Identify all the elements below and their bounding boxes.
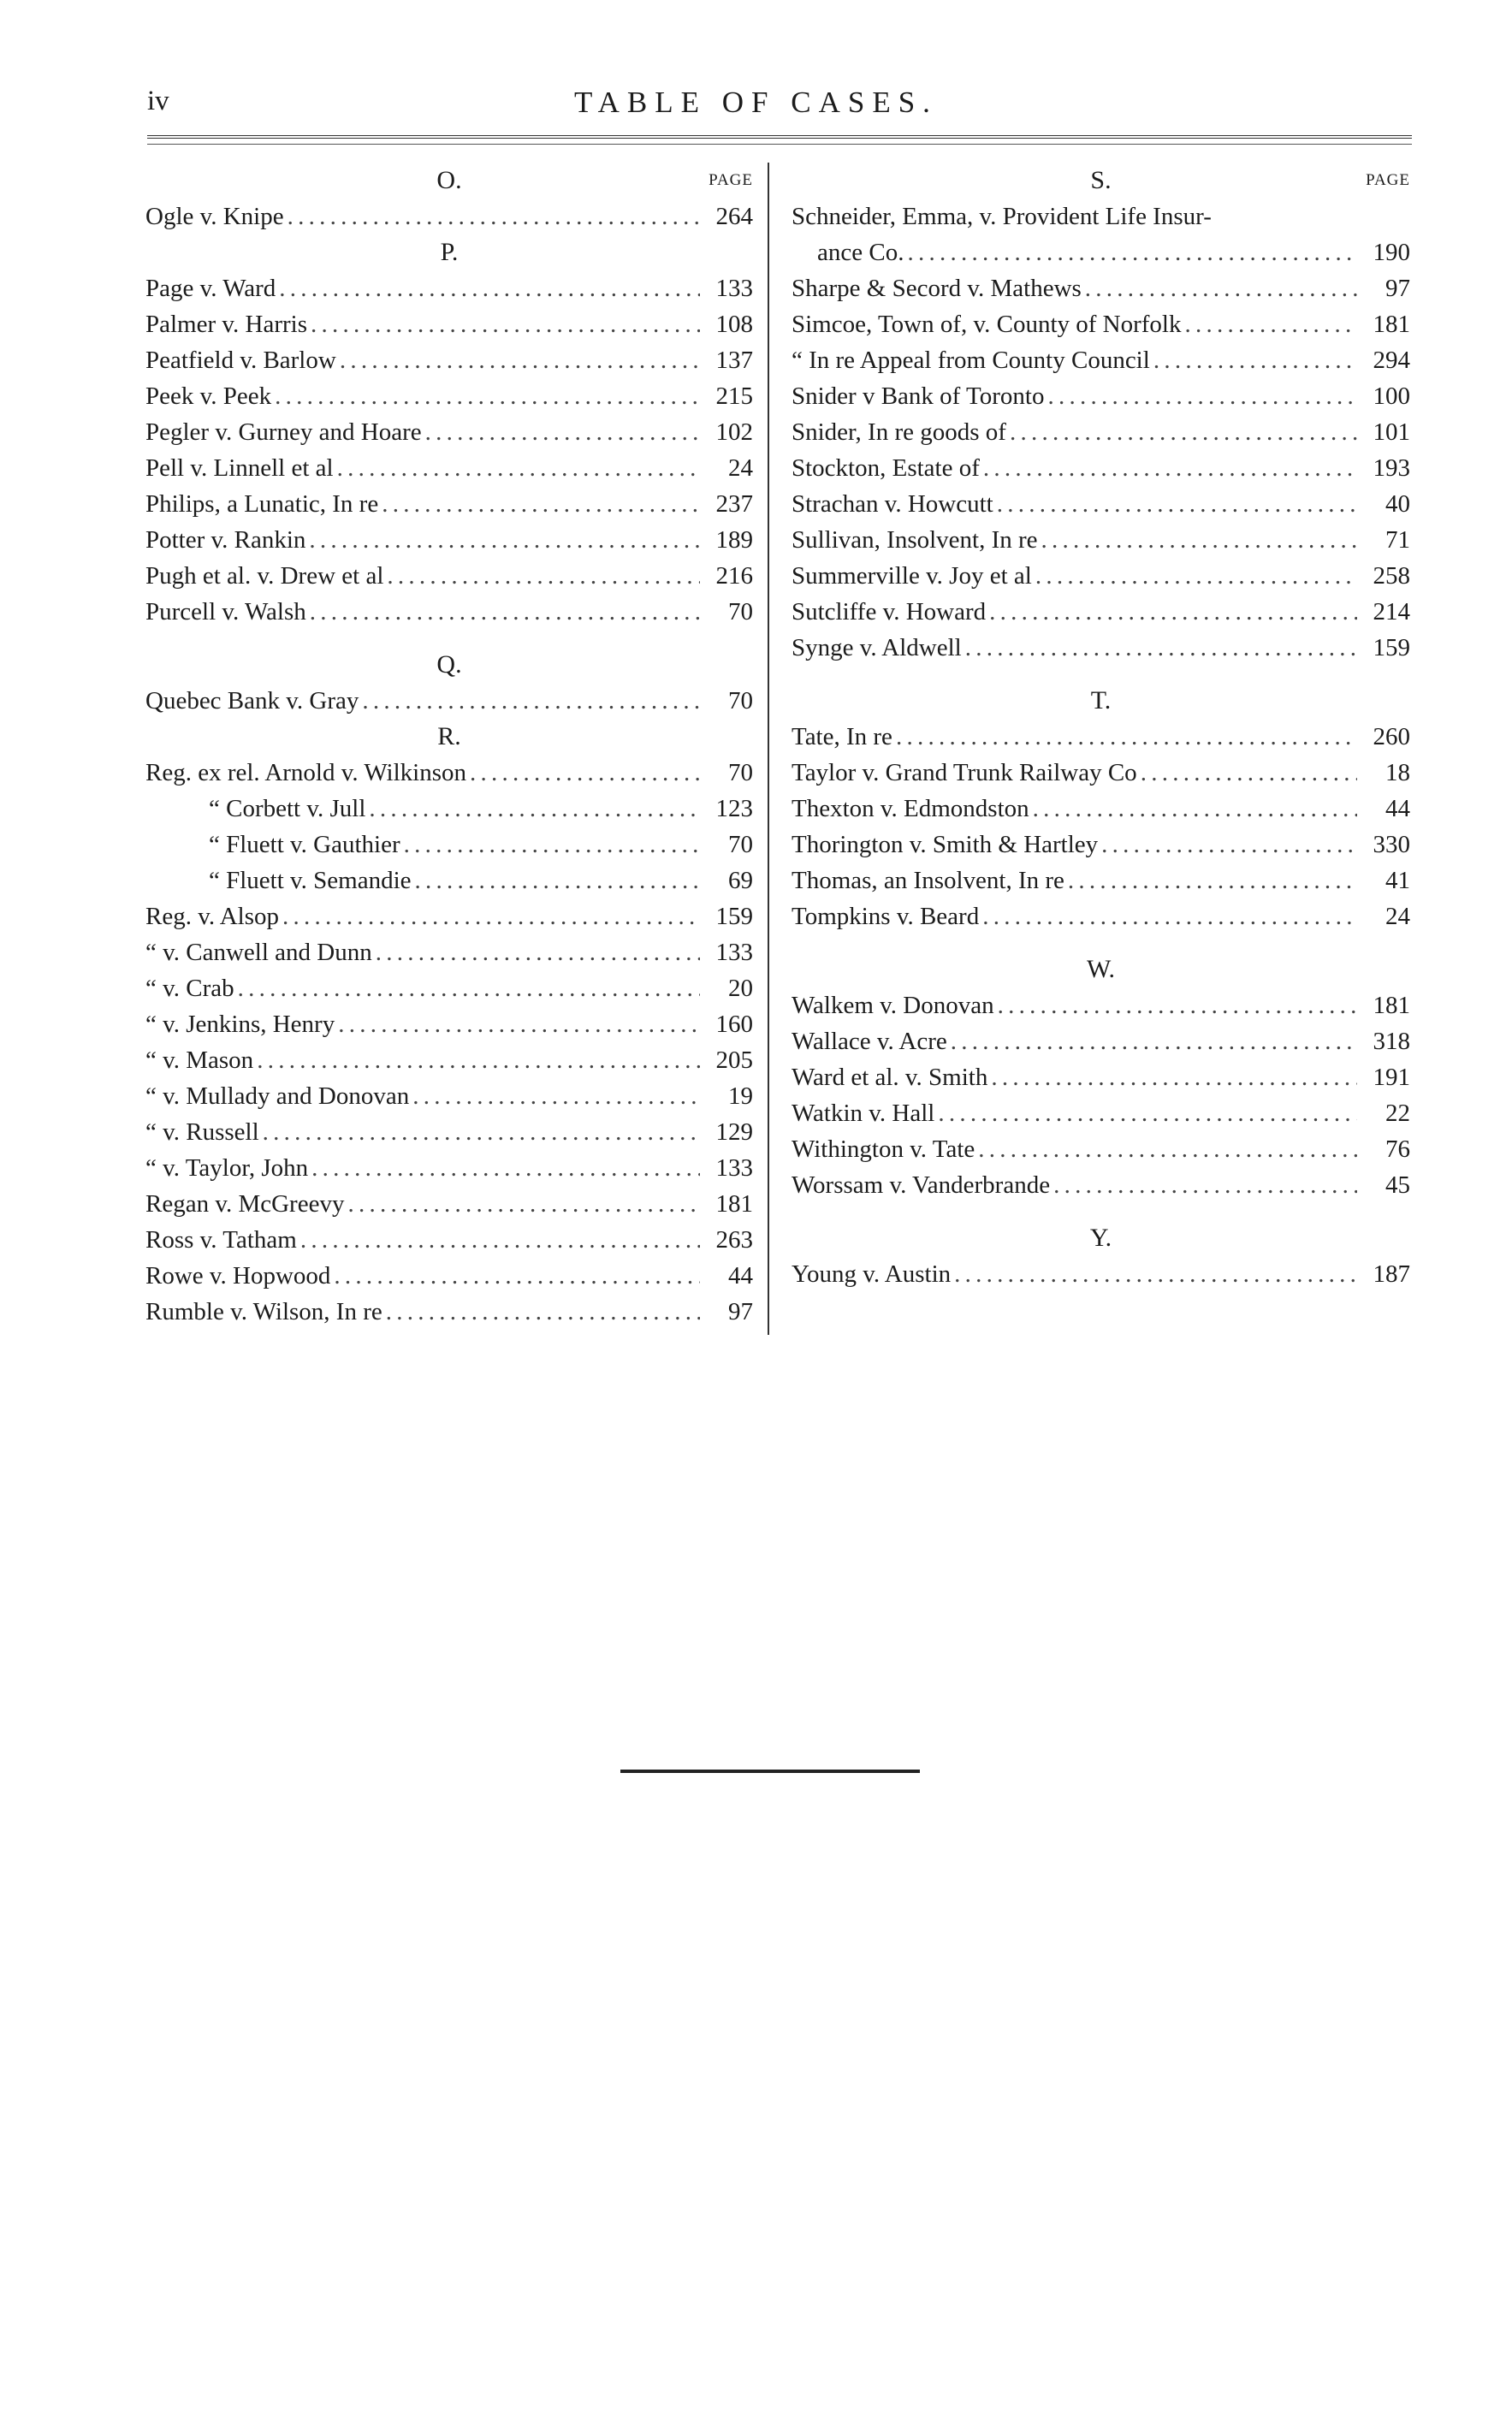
index-entry [792,1167,1410,1203]
index-entry [145,270,753,306]
leader-dots [311,306,700,342]
leader-dots [1041,522,1357,558]
page-ref: 187 [1373,1260,1410,1288]
page-ref: 70 [728,831,753,858]
index-entry [792,1095,1410,1131]
section-s-entries [792,270,1410,666]
section-heading-s [792,163,1410,199]
index-entry [792,342,1410,378]
leader-dots [309,522,700,558]
index-entry [792,306,1410,342]
index-entry [145,791,753,827]
page-ref: 294 [1373,347,1410,374]
header-rule-thin [147,144,1412,145]
index-entry [145,1222,753,1258]
index-entry [145,1006,753,1042]
page-ref: 70 [728,598,753,626]
case-name: “ In re Appeal from County Council [792,347,1150,374]
index-entry [145,755,753,791]
page-ref: 190 [1373,239,1410,266]
index-entry [145,863,753,898]
leader-dots [415,863,700,898]
index-entry [792,755,1410,791]
case-name: Walkem v. Donovan [792,992,994,1019]
section-heading-q [145,647,753,683]
index-entry [792,827,1410,863]
page-ref: 215 [715,382,753,410]
section-p-entries [145,270,753,630]
page-ref: 22 [1385,1100,1410,1127]
index-entry [145,486,753,522]
leader-dots [1047,378,1357,414]
section-heading-o [145,163,753,199]
case-name: Regan v. McGreevy [145,1190,345,1218]
index-entry [792,522,1410,558]
page-ref: 237 [715,490,753,518]
case-name: Worssam v. Vanderbrande [792,1171,1051,1199]
page-ref: 216 [715,562,753,590]
section-letter: O. [436,166,462,194]
section-letter: R. [437,722,461,750]
page-ref: 318 [1373,1028,1410,1055]
page-ref: 40 [1385,490,1410,518]
leader-dots [279,270,700,306]
page-ref: 123 [715,795,753,822]
index-entry [792,791,1410,827]
section-letter: T. [1090,686,1112,714]
case-name: Summerville v. Joy et al [792,562,1032,590]
leader-dots [362,683,700,719]
index-entry [145,1150,753,1186]
page-ref: 330 [1373,831,1410,858]
page-ref: 181 [1373,311,1410,338]
index-entry [145,1186,753,1222]
leader-dots [989,594,1357,630]
index-entry [145,522,753,558]
leader-dots [300,1222,700,1258]
page-ref: 76 [1385,1135,1410,1163]
case-name: Sutcliffe v. Howard [792,598,987,626]
index-entry [145,1258,753,1294]
index-entry [145,199,753,234]
page-ref: 97 [728,1298,753,1325]
page-ref: 258 [1373,562,1410,590]
page-ref: 133 [715,275,753,302]
leader-dots [938,1095,1357,1131]
section-heading-w [792,952,1410,987]
index-entry [792,987,1410,1023]
leader-dots [991,1059,1357,1095]
case-name: Snider v Bank of Toronto [792,382,1045,410]
page-ref: 44 [728,1262,753,1290]
case-name: Stockton, Estate of [792,454,980,482]
section-letter: P. [440,238,459,266]
column-divider [768,163,769,1335]
page-number: iv [147,86,169,116]
page-ref: 97 [1385,275,1410,302]
case-name: Ward et al. v. Smith [792,1064,988,1091]
leader-dots [347,1186,700,1222]
case-name: Sullivan, Insolvent, In re [792,526,1038,554]
leader-dots [288,199,700,234]
index-entry-first-line: Schneider, Emma, v. Provident Life Insur- [792,203,1212,230]
case-name: “ v. Canwell and Dunn [145,939,372,966]
leader-dots [1101,827,1357,863]
page-ref: 70 [728,687,753,714]
page-ref: 133 [715,939,753,966]
case-name: Wallace v. Acre [792,1028,947,1055]
leader-dots [412,1078,700,1114]
case-name: Peek v. Peek [145,382,272,410]
leader-dots [369,791,700,827]
case-name: “ v. Jenkins, Henry [145,1011,335,1038]
page-ref: 41 [1385,867,1410,894]
section-r-entries [145,755,753,1330]
case-name: Thorington v. Smith & Hartley [792,831,1099,858]
leader-dots [896,719,1357,755]
case-name: Young v. Austin [792,1260,952,1288]
page-ref: 181 [1373,992,1410,1019]
index-entry [145,683,753,719]
leader-dots [954,1256,1357,1292]
case-name: Rowe v. Hopwood [145,1262,331,1290]
case-name: Palmer v. Harris [145,311,307,338]
index-entry [792,719,1410,755]
index-entry [792,234,1410,270]
section-letter: W. [1086,955,1116,983]
page-ref: 108 [715,311,753,338]
index-entry [145,827,753,863]
case-name: Synge v. Aldwell [792,634,962,661]
index-entry [145,1042,753,1078]
page-ref: 264 [715,203,753,230]
page-title: TABLE OF CASES. [574,86,938,119]
leader-dots [404,827,700,863]
page-ref: 137 [715,347,753,374]
section-heading-t [792,683,1410,719]
leader-dots [997,486,1357,522]
case-name: Pugh et al. v. Drew et al [145,562,384,590]
case-name: Ross v. Tatham [145,1226,297,1254]
left-column [145,163,753,1330]
leader-dots [263,1114,700,1150]
page-column-label: PAGE [709,171,753,189]
page-ref: 18 [1385,759,1410,786]
index-entry [792,1256,1410,1292]
page-ref: 133 [715,1154,753,1182]
case-name: “ v. Mullady and Donovan [145,1082,410,1110]
leader-dots [998,987,1357,1023]
index-entry [792,863,1410,898]
leader-dots [340,342,700,378]
leader-dots [311,1150,700,1186]
index-entry [792,450,1410,486]
leader-dots [951,1023,1357,1059]
case-name: ance Co. [817,239,904,266]
index-entry [145,1078,753,1114]
case-name: “ Fluett v. Gauthier [209,831,400,858]
index-entry [792,414,1410,450]
page-ref: 24 [1385,903,1410,930]
case-name: Watkin v. Hall [792,1100,935,1127]
case-name: Tate, In re [792,723,892,750]
end-rule [620,1770,920,1773]
index-entry [145,378,753,414]
index-entry [145,594,753,630]
index-entry [792,898,1410,934]
index-entry [145,342,753,378]
index-entry [792,1059,1410,1095]
case-name: Strachan v. Howcutt [792,490,993,518]
case-name: “ Fluett v. Semandie [209,867,412,894]
leader-dots [1010,414,1357,450]
case-name: “ v. Taylor, John [145,1154,309,1182]
leader-dots [425,414,700,450]
index-entry [792,270,1410,306]
index-entry [792,594,1410,630]
case-name: Rumble v. Wilson, In re [145,1298,382,1325]
section-q-entries [145,683,753,719]
index-entry [792,630,1410,666]
leader-dots [1085,270,1357,306]
page-ref: 24 [728,454,753,482]
page-ref: 263 [715,1226,753,1254]
leader-dots [978,1131,1357,1167]
leader-dots [965,630,1357,666]
leader-dots [334,1258,700,1294]
page-ref: 44 [1385,795,1410,822]
page-column-label: PAGE [1366,171,1410,189]
page-ref: 205 [715,1046,753,1074]
index-entry [145,1114,753,1150]
page-ref: 19 [728,1082,753,1110]
index-entry [145,1294,753,1330]
case-name: Ogle v. Knipe [145,203,284,230]
index-entry [145,306,753,342]
leader-dots [257,1042,700,1078]
page-ref: 260 [1373,723,1410,750]
leader-dots [1035,558,1357,594]
leader-dots [282,898,700,934]
leader-dots [1068,863,1357,898]
index-entry [145,970,753,1006]
case-name: Potter v. Rankin [145,526,306,554]
case-name: “ Corbett v. Jull [209,795,366,822]
case-name: Reg. ex rel. Arnold v. Wilkinson [145,759,466,786]
section-letter: Q. [436,650,462,679]
leader-dots [386,1294,700,1330]
index-entry [145,898,753,934]
page-ref: 101 [1373,418,1410,446]
case-name: Page v. Ward [145,275,276,302]
page-ref: 193 [1373,454,1410,482]
page-ref: 159 [1373,634,1410,661]
index-entry [792,558,1410,594]
case-name: “ v. Crab [145,975,234,1002]
case-name: Philips, a Lunatic, In re [145,490,379,518]
section-letter: S. [1090,166,1112,194]
leader-dots [1141,755,1357,791]
section-heading-y [792,1220,1410,1256]
page-ref: 69 [728,867,753,894]
section-t-entries [792,719,1410,934]
case-name: Quebec Bank v. Gray [145,687,359,714]
index-entry [792,1131,1410,1167]
index-entry [145,450,753,486]
leader-dots [376,934,700,970]
case-name: Thexton v. Edmondston [792,795,1029,822]
leader-dots [310,594,700,630]
leader-dots [387,558,700,594]
page-ref: 100 [1373,382,1410,410]
page-ref: 20 [728,975,753,1002]
page-ref: 102 [715,418,753,446]
section-heading-p [145,234,753,270]
leader-dots [382,486,700,522]
page-ref: 45 [1385,1171,1410,1199]
case-name: “ v. Russell [145,1118,259,1146]
index-entry [792,378,1410,414]
page-ref: 181 [715,1190,753,1218]
section-w-entries [792,987,1410,1203]
page-ref: 159 [715,903,753,930]
case-name: Snider, In re goods of [792,418,1006,446]
case-name: Sharpe & Secord v. Mathews [792,275,1082,302]
leader-dots [275,378,700,414]
index-entry [145,934,753,970]
page-ref: 70 [728,759,753,786]
leader-dots [338,1006,700,1042]
header-rule [147,135,1412,139]
case-name: Withington v. Tate [792,1135,975,1163]
page-ref: 71 [1385,526,1410,554]
case-name: Pegler v. Gurney and Hoare [145,418,422,446]
case-name: Tompkins v. Beard [792,903,980,930]
page-ref: 191 [1373,1064,1410,1091]
leader-dots [982,898,1357,934]
index-entry [145,414,753,450]
leader-dots [470,755,700,791]
case-name: Purcell v. Walsh [145,598,306,626]
page-ref: 189 [715,526,753,554]
case-name: Thomas, an Insolvent, In re [792,867,1064,894]
case-name: Reg. v. Alsop [145,903,280,930]
index-entry [792,486,1410,522]
case-name: Pell v. Linnell et al [145,454,334,482]
leader-dots [907,234,1357,270]
case-name: “ v. Mason [145,1046,254,1074]
right-column [792,163,1410,1292]
page-ref: 160 [715,1011,753,1038]
leader-dots [337,450,700,486]
leader-dots [1153,342,1357,378]
index-entry [792,1023,1410,1059]
leader-dots [1053,1167,1357,1203]
section-letter: Y. [1089,1224,1112,1252]
section-o-entries [145,199,753,234]
section-heading-r [145,719,753,755]
leader-dots [983,450,1357,486]
case-name: Taylor v. Grand Trunk Railway Co [792,759,1137,786]
leader-dots [238,970,700,1006]
case-name: Peatfield v. Barlow [145,347,336,374]
page-ref: 214 [1373,598,1410,626]
index-entry [145,558,753,594]
page-ref: 129 [715,1118,753,1146]
leader-dots [1033,791,1357,827]
case-name: Simcoe, Town of, v. County of Norfolk [792,311,1182,338]
leader-dots [1185,306,1358,342]
section-y-entries [792,1256,1410,1292]
